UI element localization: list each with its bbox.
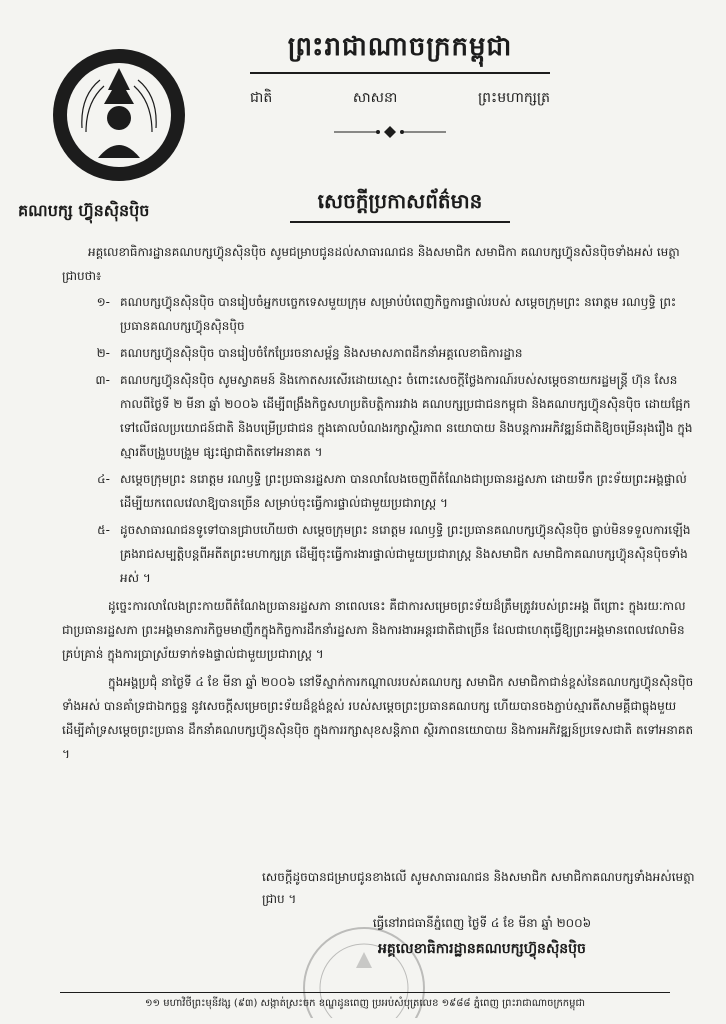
list-item bbox=[62, 467, 694, 515]
list-item-text: គណបក្សហ៊្វុនស៊ិនប៉ិច សូមស្វាគមន៍ និងកោតសរសើរដោយស្មោះ ចំពោះសេចក្តីថ្លែងការណ៍របស់សម្តេចនាយករដ្ឋមន្ត្រី ហ៊ុន សែន កាលពីថ្ងៃទី ២ មីនា ឆ្នាំ ២០០៦ ដើម្បីពង្រឹងកិច្ចសហប្រតិបត្តិការរវាង គណបក្សប្រជាជនកម្ពុជា និងគណបក្សហ៊្វុនស៊ិនប៉ិច ដោយផ្អែកទៅលើផលប្រយោជន៍ជាតិ និងបម្រើប្រជាជន ក្នុងគោលបំណងរក្សាស្ថិរភាព នយោបាយ និងបន្តការអភិវឌ្ឍន៍ជាតិឱ្យចម្រើនរុងរឿង ក្នុងស្មារតីបង្រួបបង្រួម ផ្សះផ្សាជាតិតទៅអនាគត ។ bbox=[120, 373, 693, 459]
closing-statement: សេចក្តីដូចបានជម្រាបជូនខាងលើ សូមសាធារណជន និងសមាជិក សមាជិកាគណបក្សទាំងអស់មេត្តាជ្រាប ។ bbox=[262, 870, 695, 906]
list-item-number: ៤- bbox=[97, 472, 110, 486]
signatory: អគ្គលេខាធិការដ្ឋានគណបក្សហ៊្វុនស៊ិនប៉ិច bbox=[378, 941, 586, 957]
list-item-text: គណបក្សហ៊្វុនស៊ិនប៉ិច បានរៀបចំអ្នកបច្ចេកទេសមួយក្រុម សម្រាប់បំពេញកិច្ចការផ្ទាល់របស់ សម្តេចក្រុមព្រះ នរោត្តម រណឫទ្ធិ ព្រះប្រធានគណបក្សហ៊្វុនស៊ិនប៉ិច bbox=[120, 295, 677, 333]
document-body bbox=[62, 240, 694, 766]
document-title: សេចក្តីប្រកាសព័ត៌មាន bbox=[290, 188, 510, 223]
date-line: ធ្វើនៅរាជធានីភ្នំពេញ ថ្ងៃទី ៤ ខែ មីនា ឆ្នាំ ២០០៦ bbox=[372, 916, 592, 930]
body-paragraph: ដូច្នេះការលាលែងព្រះកាយពីតំណែងប្រធានរដ្ឋសភា នាពេលនេះ គឺជាការសម្រេចព្រះទ័យដ៏ត្រឹមត្រូវរបស់ព្រះអង្គ ពីព្រោះ ក្នុងរយៈកាលជាប្រធានរដ្ឋសភា ព្រះអង្គមានភារកិច្ចមមាញឹកក្នុងកិច្ចការដឹកនាំរដ្ឋសភា និងការងារអន្តរជាតិជាច្រើន ដែលជាហេតុធ្វើឱ្យព្រះអង្គមានពេលវេលាមិនគ្រប់គ្រាន់ ក្នុងការប្រាស្រ័យទាក់ទងផ្ទាល់ជាមួយប្រជារាស្ត្រ ។ bbox=[62, 599, 686, 661]
national-motto bbox=[250, 88, 550, 109]
list-item-text: ដូចសាធារណជនទូទៅបានជ្រាបហើយថា សម្តេចក្រុមព្រះ នរោត្តម រណឫទ្ធិ ព្រះប្រធានគណបក្សហ៊្វុនស៊ិនប៉ិច ធ្លាប់មិនទទួលការឡើងគ្រងរាជសម្បត្តិបន្តពីអតីតព្រះមហាក្សត្រ ដើម្បីចុះធ្វើការងារផ្ទាល់ជាមួយប្រជារាស្ត្រ និងសមាជិក សមាជិកាគណបក្សហ៊្វុនស៊ិនប៉ិចទាំងអស់ ។ bbox=[120, 523, 691, 585]
party-name: គណបក្ស ហ៊្វុនស៊ិនប៉ិច bbox=[18, 201, 150, 220]
list-item bbox=[62, 290, 694, 338]
list-item-number: ៣- bbox=[95, 373, 110, 387]
list-item bbox=[62, 368, 694, 464]
list-item bbox=[62, 341, 694, 365]
list-item bbox=[62, 518, 694, 590]
motto-nation: ជាតិ bbox=[250, 90, 273, 106]
list-item-number: ១- bbox=[96, 295, 110, 309]
closing-block bbox=[262, 866, 702, 960]
body-paragraph: ក្នុងអង្គប្រជុំ នាថ្ងៃទី ៤ ខែ មីនា ឆ្នាំ ២០០៦ នៅទីស្នាក់ការកណ្តាលរបស់គណបក្ស សមាជិក សមាជិកាជាន់ខ្ពស់នៃគណបក្សហ៊្វុនស៊ិនប៉ិចទាំងអស់ បានគាំទ្រជាឯកច្ឆន្ទ នូវសេចក្តីសម្រេចព្រះទ័យដ៏ខ្ពង់ខ្ពស់ របស់សម្តេចព្រះប្រធានគណបក្ស ហើយបានចងភ្ជាប់ស្មារតីសាមគ្គីជាធ្លុងមួយ ដើម្បីគាំទ្រសម្តេចព្រះប្រធាន ដឹកនាំគណបក្សហ៊្វុនស៊ិនប៉ិច ក្នុងការរក្សាសុខសន្តិភាព ស្ថិរភាពនយោបាយ និងការអភិវឌ្ឍន៍ប្រទេសជាតិ តទៅអនាគត ។ bbox=[62, 675, 694, 761]
list-item-number: ២- bbox=[96, 346, 110, 360]
footer-divider bbox=[60, 992, 670, 993]
list-item-text: សម្តេចក្រុមព្រះ នរោត្តម រណឫទ្ធិ ព្រះប្រធានរដ្ឋសភា បានលាលែងចេញពីតំណែងជាប្រធានរដ្ឋសភា ដោយទឹក ព្រះទ័យព្រះអង្គផ្ទាល់ ដើម្បីយកពេលវេលាឱ្យបានច្រើន សម្រាប់ចុះធ្វើការផ្ទាល់ជាមួយប្រជារាស្ត្រ ។ bbox=[120, 472, 687, 510]
motto-king: ព្រះមហាក្សត្រ bbox=[478, 90, 550, 106]
party-seal-logo bbox=[50, 46, 188, 184]
numbered-list bbox=[62, 290, 694, 590]
list-item-text: គណបក្សហ៊្វុនស៊ិនប៉ិច បានរៀបចំកែប្រែរចនាសម្ព័ន្ធ និងសមាសភាពដឹកនាំអគ្គលេខាធិការដ្ឋាន bbox=[120, 346, 523, 360]
kingdom-title: ព្រះរាជាណាចក្រកម្ពុជា bbox=[250, 30, 550, 74]
decorative-divider-icon bbox=[330, 124, 450, 140]
motto-religion: សាសនា bbox=[352, 90, 398, 106]
list-item-number: ៥- bbox=[97, 523, 110, 537]
intro-paragraph: អគ្គលេខាធិការដ្ឋានគណបក្សហ៊្វុនស៊ិនប៉ិច សូមជម្រាបជូនដល់សាធារណជន និងសមាជិក សមាជិកា គណបក្សហ៊្វុនសិនប៉ិចទាំងអស់ មេត្តាជ្រាបថា៖ bbox=[62, 245, 680, 283]
footer-address: ១១ មហាវិថីព្រះមុនីវង្ស (៩៣) សង្កាត់ស្រះចក ខណ្ឌដូនពេញ ប្រអប់សំបុត្រលេខ ១៩៨៨ ភ្នំពេញ ព្រះរាជាណាចក្រកម្ពុជា bbox=[144, 998, 586, 1009]
